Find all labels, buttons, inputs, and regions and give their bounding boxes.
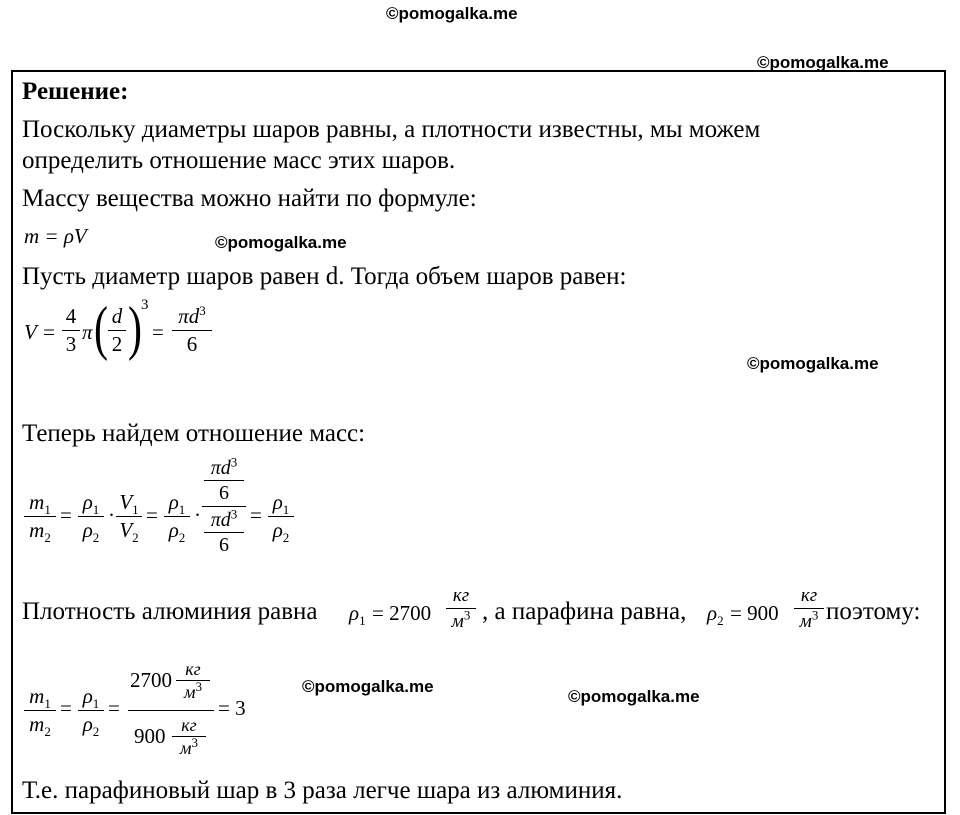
final-eq-2: =	[108, 696, 120, 720]
rho1-value: = 2700	[372, 601, 432, 625]
ratio-rho1: $\rho_1$	[168, 490, 186, 518]
final-rho1: $\rho_1$	[82, 684, 100, 712]
ratio-volume-compound-fraction	[202, 454, 246, 556]
ratio-v2: $V_2$	[119, 518, 139, 546]
final-num-value: 2700	[130, 668, 172, 692]
watermark-upper-right: ©pomogalka.me	[757, 53, 889, 72]
vol-coef-fraction	[62, 306, 80, 355]
vol-inner-num: d	[111, 304, 123, 328]
vol-inner-fraction	[108, 306, 126, 355]
final-den-value: 900	[134, 724, 166, 748]
vol-eq: =	[152, 320, 164, 344]
density-text-mid: , а парафина равна,	[482, 598, 687, 625]
fraction-bar	[62, 330, 80, 331]
fraction-bar	[108, 330, 126, 331]
fraction-bar	[172, 736, 206, 737]
paragraph-1-line-2: определить отношение масс этих шаров.	[22, 147, 456, 174]
rho2-unit	[794, 586, 824, 631]
fraction-bar	[78, 516, 104, 517]
paragraph-4: Теперь найдем отношение масс:	[22, 420, 366, 447]
vol-power: 3	[141, 297, 149, 313]
rho2-value: = 900	[730, 601, 779, 625]
density-text-end: поэтому:	[826, 598, 921, 625]
compound-den-den: 6	[219, 534, 229, 556]
ratio-rho1: $\rho_1$	[82, 490, 100, 518]
rho1-unit	[446, 586, 476, 631]
ratio-eq-2: =	[146, 503, 158, 527]
ratio-rho-fraction-2	[164, 490, 190, 546]
paragraph-1-line-1: Поскольку диаметры шаров равны, а плотности известны, мы можем	[22, 116, 761, 143]
vol-rhs-pow: 3	[199, 303, 206, 318]
rho2-label: $\rho_2$	[707, 601, 724, 629]
final-eq-1: =	[60, 696, 72, 720]
ratio-rho1: $\rho_1$	[272, 490, 290, 518]
compound-num: $\pi d^3$	[210, 454, 238, 479]
ratio-v1: $V_1$	[119, 490, 139, 518]
ratio-m2: $m_2$	[29, 518, 51, 546]
fraction-bar	[176, 680, 210, 681]
vol-coef-den: 3	[65, 332, 77, 356]
fraction-bar	[172, 330, 212, 331]
final-rho2: $\rho_2$	[82, 712, 100, 740]
final-m1: $m_1$	[29, 684, 51, 712]
ratio-dot-1: ·	[108, 503, 115, 527]
ratio-rho2: $\rho_2$	[168, 518, 186, 546]
unit-num: кг	[452, 585, 470, 606]
fraction-bar	[204, 532, 244, 533]
vol-paren-left: (	[94, 295, 108, 361]
vol-rhs-num	[172, 303, 212, 328]
ratio-eq-1: =	[60, 503, 72, 527]
ratio-rho-fraction-3	[268, 490, 294, 546]
ratio-eq-3: =	[250, 503, 262, 527]
fraction-bar	[446, 608, 476, 609]
final-result: = 3	[218, 696, 246, 720]
fraction-bar	[164, 516, 190, 517]
fraction-bar	[24, 710, 56, 711]
watermark-mid-left: ©pomogalka.me	[215, 233, 347, 252]
final-main-bar	[128, 710, 214, 711]
ratio-rho-fraction-1	[78, 490, 104, 546]
paragraph-3: Пусть диаметр шаров равен d. Тогда объем шаров равен:	[22, 263, 627, 290]
final-m2: $m_2$	[29, 712, 51, 740]
paragraph-2: Массу вещества можно найти по формуле:	[22, 185, 477, 212]
vol-pi: π	[82, 320, 93, 344]
watermark-bottom-center: ©pomogalka.me	[302, 677, 434, 696]
final-num-unit: кг $м^3$	[176, 660, 210, 701]
unit-num: кг	[800, 585, 818, 606]
vol-coef-num: 4	[65, 304, 77, 328]
formula-mass: m = ρV	[24, 224, 87, 248]
conclusion: Т.е. парафиновый шар в 3 раза легче шара из алюминия.	[22, 777, 623, 804]
main-fraction-bar	[202, 506, 246, 507]
ratio-v-fraction	[116, 490, 142, 546]
final-m-fraction	[24, 684, 56, 740]
fraction-bar	[78, 710, 104, 711]
solution-heading: Решение:	[22, 78, 129, 105]
compound-num-den: 6	[219, 482, 229, 504]
unit-den: $м^3$	[451, 607, 471, 632]
vol-inner-den: 2	[111, 332, 123, 356]
ratio-m-fraction	[24, 490, 56, 546]
density-text-start: Плотность алюминия равна	[22, 598, 318, 625]
vol-rhs-fraction	[172, 303, 212, 356]
vol-paren-right: )	[128, 295, 142, 361]
unit-den: $м^3$	[799, 607, 819, 632]
final-den-unit: кг $м^3$	[172, 716, 206, 757]
fraction-bar	[268, 516, 294, 517]
watermark-bottom-right: ©pomogalka.me	[568, 687, 700, 706]
vol-lhs: V =	[24, 320, 56, 344]
vol-rhs-pid: πd	[178, 304, 200, 328]
compound-den: $\pi d^3$	[210, 506, 238, 531]
ratio-rho2: $\rho_2$	[82, 518, 100, 546]
ratio-dot-2: ·	[194, 503, 201, 527]
ratio-m1: $m_1$	[29, 490, 51, 518]
ratio-rho2: $\rho_2$	[272, 518, 290, 546]
watermark-mid-right: ©pomogalka.me	[747, 354, 879, 373]
fraction-bar	[204, 480, 244, 481]
fraction-bar	[794, 608, 824, 609]
fraction-bar	[24, 516, 56, 517]
watermark-top: ©pomogalka.me	[386, 4, 518, 23]
vol-rhs-den: 6	[186, 332, 198, 356]
final-rho-fraction	[78, 684, 104, 740]
rho1-label: $\rho_1$	[349, 601, 366, 629]
